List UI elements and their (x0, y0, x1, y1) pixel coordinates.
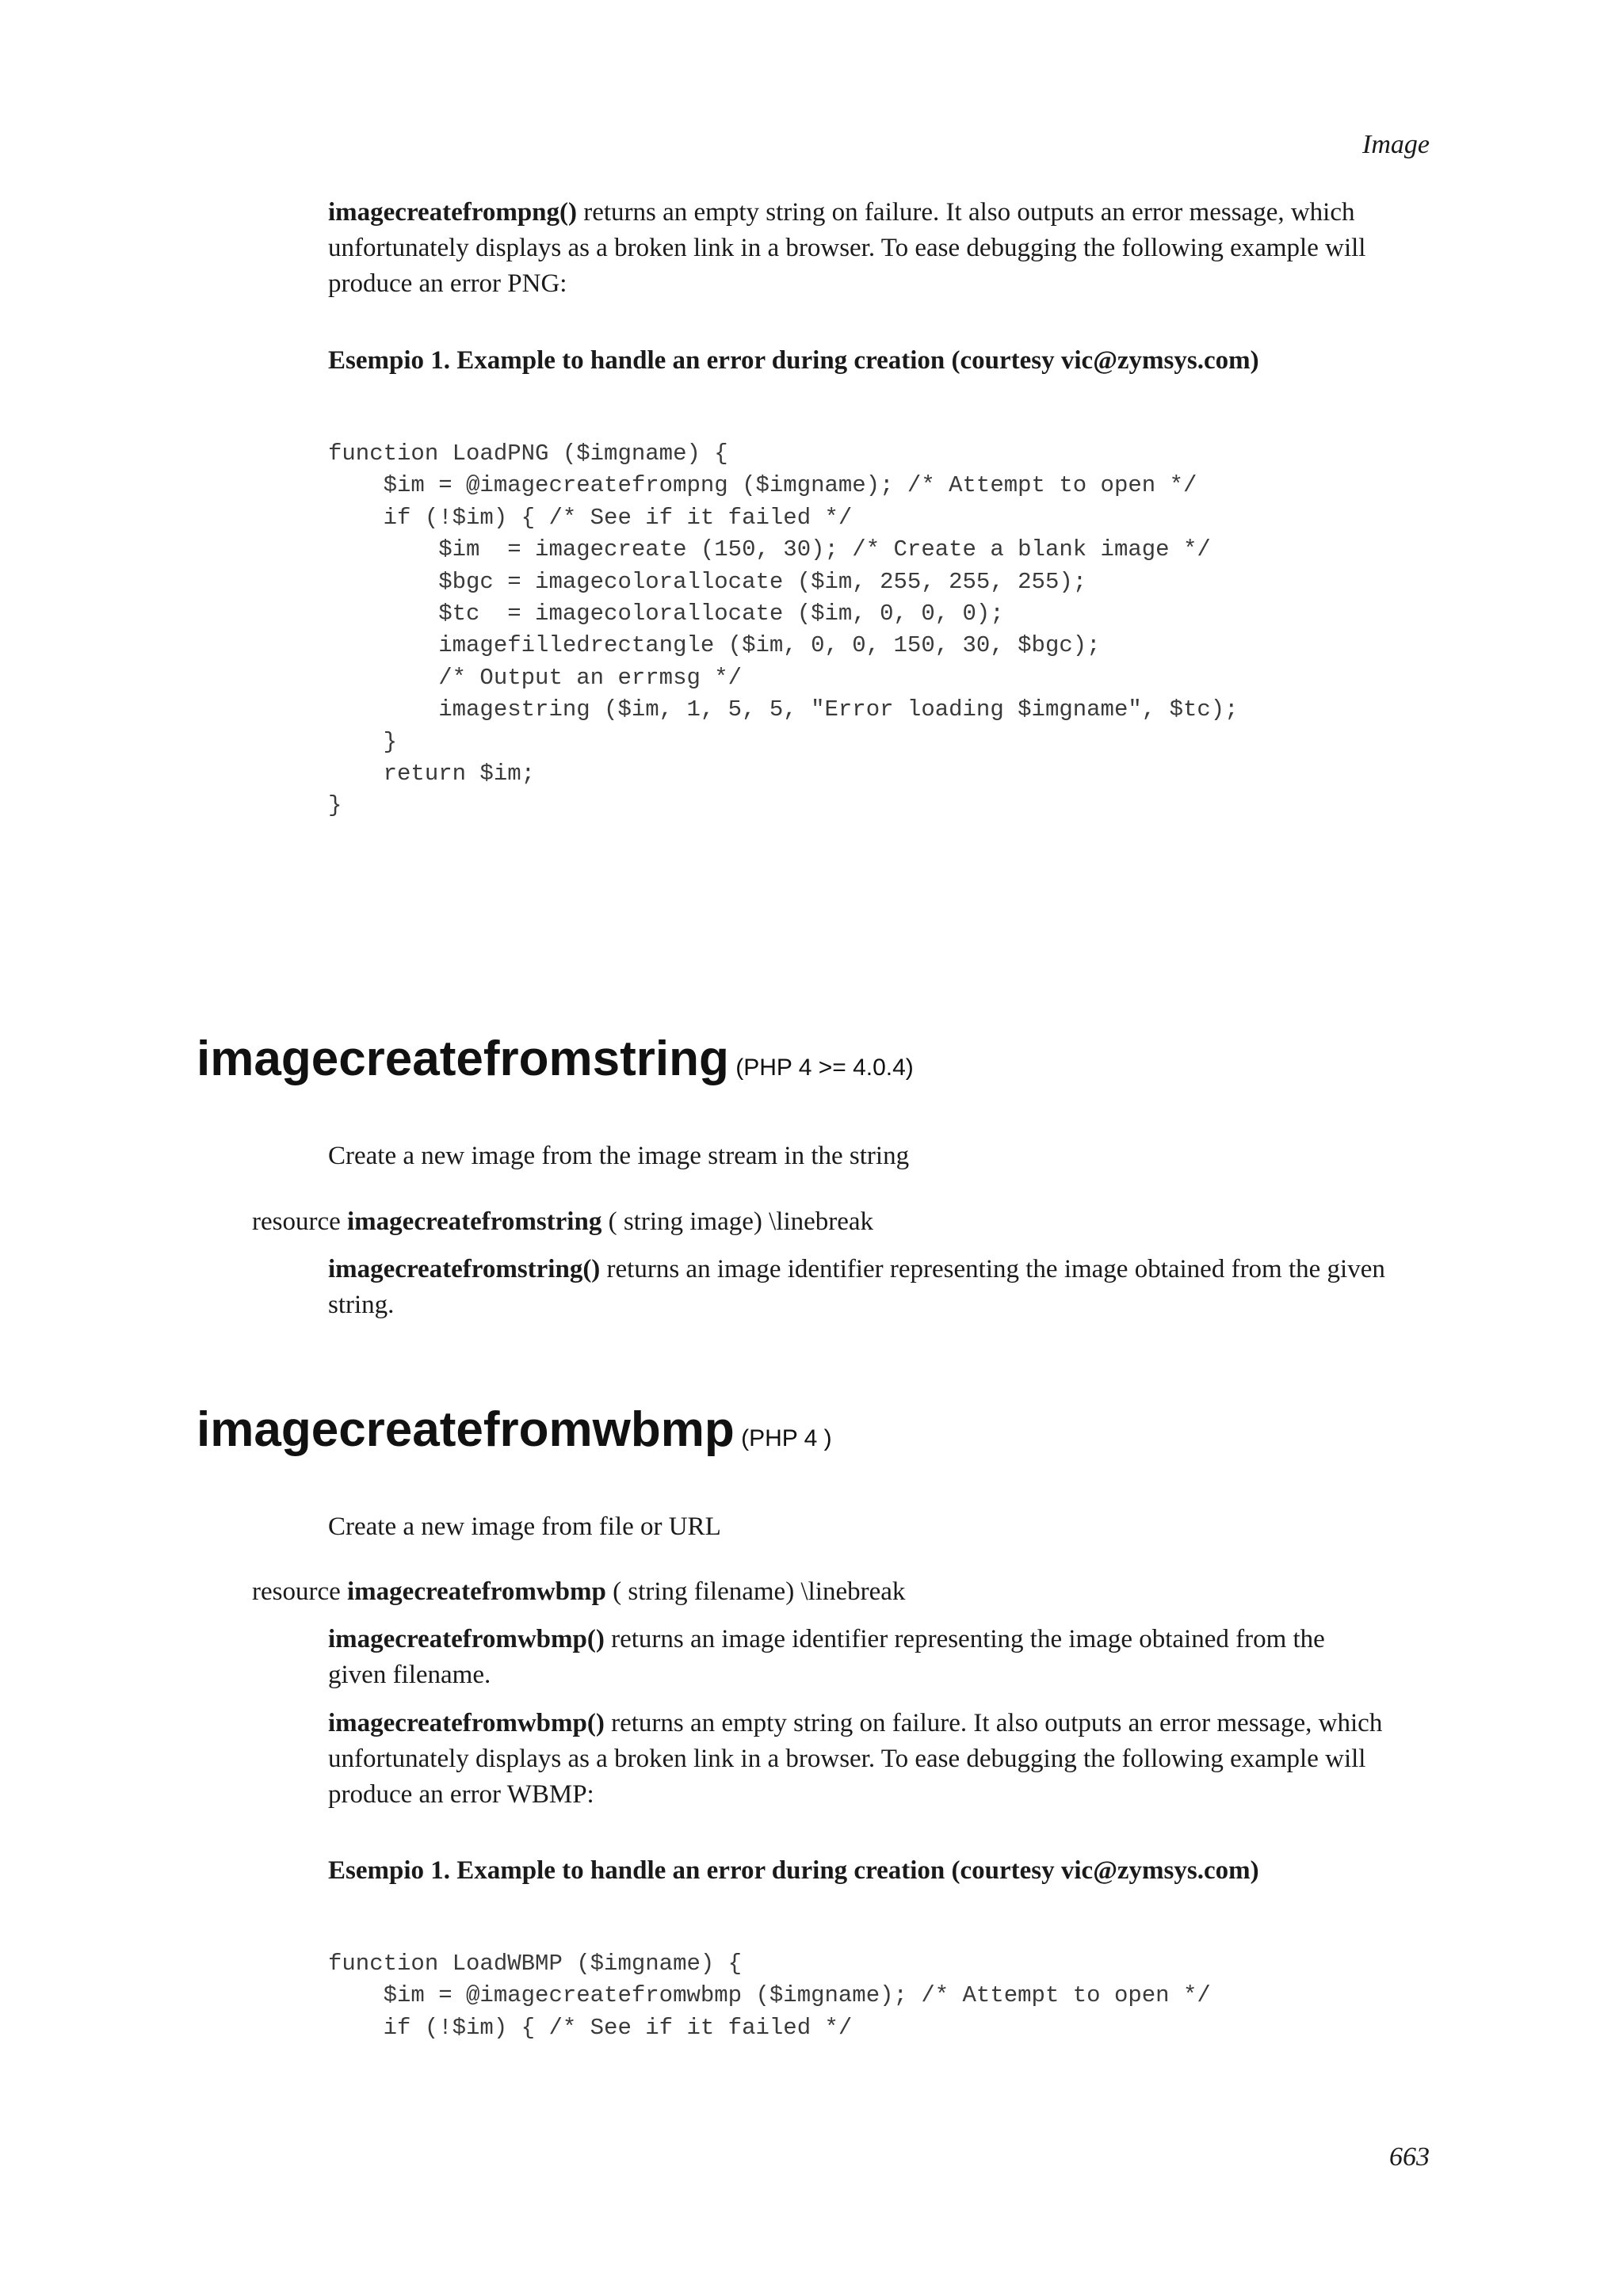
page-number: 663 (1389, 2142, 1430, 2172)
function-name: imagecreatefromstring() (328, 1255, 601, 1283)
running-header: Image (1362, 130, 1430, 159)
function-heading-imagecreatefromstring: imagecreatefromstring (PHP 4 >= 4.0.4) (197, 1032, 914, 1086)
example-title: Esempio 1. Example to handle an error during creation (courtesy vic@zymsys.com) (328, 346, 1259, 375)
code-block-loadwbmp: function LoadWBMP ($imgname) { $im = @imagecreatefromwbmp ($imgname); /* Attempt to open */ if (!$im) { /* See if it failed */ (328, 1951, 1211, 2041)
function-signature: resource imagecreatefromstring ( string image) \linebreak (252, 1207, 874, 1236)
function-heading-imagecreatefromwbmp: imagecreatefromwbmp (PHP 4 ) (197, 1402, 832, 1457)
function-description: imagecreatefromstring() returns an image identifier representing the image obtained from the given string. (328, 1255, 1385, 1319)
code-block-loadpng: function LoadPNG ($imgname) { $im = @imagecreatefrompng ($imgname); /* Attempt to open */ if (!$im) { /* See if it failed */ $im = imagecreate (150, 30); /* Create a blank image */ $bgc = imagecolorallocate ($im, 255, 255, 255); $tc = imagecolorallocate ($im, 0, 0, 0); imagefilledrectangle ($im, 0, 0, 150, 30, $bgc); /* Output an errmsg */ imagestring ($im, 1, 5, 5, "Error loading $imgname", $tc); } return $im; } (328, 441, 1239, 819)
example-title: Esempio 1. Example to handle an error during creation (courtesy vic@zymsys.com) (328, 1856, 1259, 1885)
png-error-paragraph: imagecreatefrompng() returns an empty string on failure. It also outputs an error message, which unfortunately displays as a broken link in a browser. To ease debugging the following example will produce an error PNG: (328, 198, 1366, 298)
function-name: imagecreatefrompng() (328, 198, 577, 227)
function-purpose: Create a new image from file or URL (328, 1512, 721, 1541)
php-version: (PHP 4 ) (734, 1425, 832, 1451)
function-purpose: Create a new image from the image stream in the string (328, 1142, 910, 1170)
function-name: imagecreatefromwbmp() (328, 1709, 605, 1737)
function-description: imagecreatefromwbmp() returns an image identifier representing the image obtained from the given filename. (328, 1625, 1325, 1689)
php-version: (PHP 4 >= 4.0.4) (728, 1055, 914, 1081)
function-signature: resource imagecreatefromwbmp ( string filename) \linebreak (252, 1577, 906, 1606)
function-name: imagecreatefromwbmp() (328, 1625, 605, 1653)
wbmp-error-paragraph: imagecreatefromwbmp() returns an empty string on failure. It also outputs an error message, which unfortunately displays as a broken link in a browser. To ease debugging the following example will produce an error WBMP: (328, 1709, 1383, 1809)
